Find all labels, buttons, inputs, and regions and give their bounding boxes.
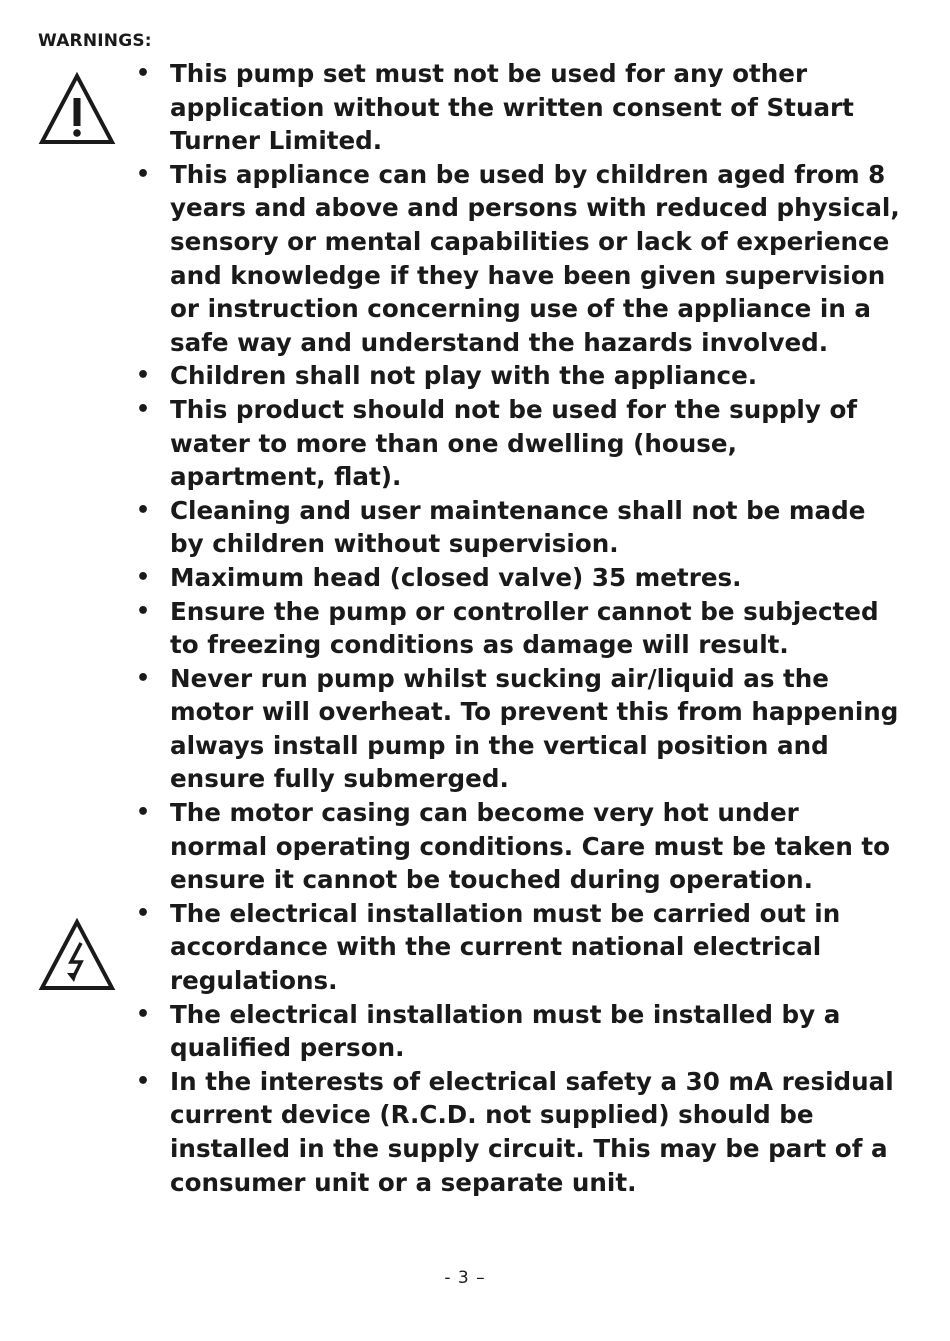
warning-text: The motor casing can become very hot under normal operating conditions. Care must be taken to ensure it cannot be touched during operation. <box>170 798 891 895</box>
warning-text: The electrical installation must be installed by a qualified person. <box>170 999 841 1063</box>
warning-text: The electrical installation must be carried out in accordance with the current national electrical regulations. <box>170 898 841 996</box>
warning-text: In the interests of electrical safety a 30 mA residual current device (R.C.D. not supplied) should be installed in the supply circuit. This may be part of a consumer unit or a separate unit. <box>170 1066 894 1197</box>
warning-item <box>136 796 900 897</box>
warning-text: This pump set must not be used for any other application without the written consent of Stuart Turner Limited. <box>170 59 854 156</box>
bullet-icon: • <box>136 363 151 389</box>
warnings-heading: WARNINGS: <box>38 31 152 51</box>
warnings-list <box>136 57 900 1199</box>
warning-text: Ensure the pump or controller cannot be subjected to freezing conditions as damage will result. <box>170 596 879 660</box>
bullet-icon: • <box>136 598 151 624</box>
bullet-icon: • <box>136 161 151 187</box>
warning-item <box>136 494 900 561</box>
bullet-icon: • <box>136 900 151 926</box>
bullet-icon: • <box>136 1001 151 1027</box>
electrical-hazard-triangle-icon <box>38 918 116 992</box>
warning-text: Maximum head (closed valve) 35 metres. <box>170 562 742 592</box>
bullet-icon: • <box>136 665 151 691</box>
bullet-icon: • <box>136 396 151 422</box>
warning-text: This appliance can be used by children aged from 8 years and above and persons with reduced physical, sensory or mental capabilities or lack of experience and knowledge if they have been given supervision or instruction concerning use of the appliance in a safe way and understand the hazards involved. <box>170 159 900 357</box>
warning-text: Never run pump whilst sucking air/liquid as the motor will overheat. To prevent this from happening always install pump in the vertical position and ensure fully submerged. <box>170 663 899 794</box>
warning-text: Cleaning and user maintenance shall not be made by children without supervision. <box>170 495 866 559</box>
bullet-icon: • <box>136 497 151 523</box>
warning-item <box>136 1065 900 1199</box>
warning-item <box>136 158 900 360</box>
warning-text: Children shall not play with the appliance. <box>170 361 758 391</box>
warning-item <box>136 595 900 662</box>
warning-item <box>136 662 900 796</box>
warning-item <box>136 359 900 393</box>
bullet-icon: • <box>136 564 151 590</box>
bullet-icon: • <box>136 61 151 86</box>
warning-triangle-exclamation-icon <box>38 70 116 148</box>
warning-item <box>136 57 900 158</box>
warning-text: This product should not be used for the supply of water to more than one dwelling (house, apartment, flat). <box>170 394 858 492</box>
bullet-icon: • <box>136 800 151 826</box>
warning-item <box>136 393 900 494</box>
warning-item <box>136 561 900 595</box>
warning-item <box>136 998 900 1065</box>
warning-item <box>136 897 900 998</box>
bullet-icon: • <box>136 1068 151 1094</box>
page-number: - 3 – <box>444 1268 486 1288</box>
